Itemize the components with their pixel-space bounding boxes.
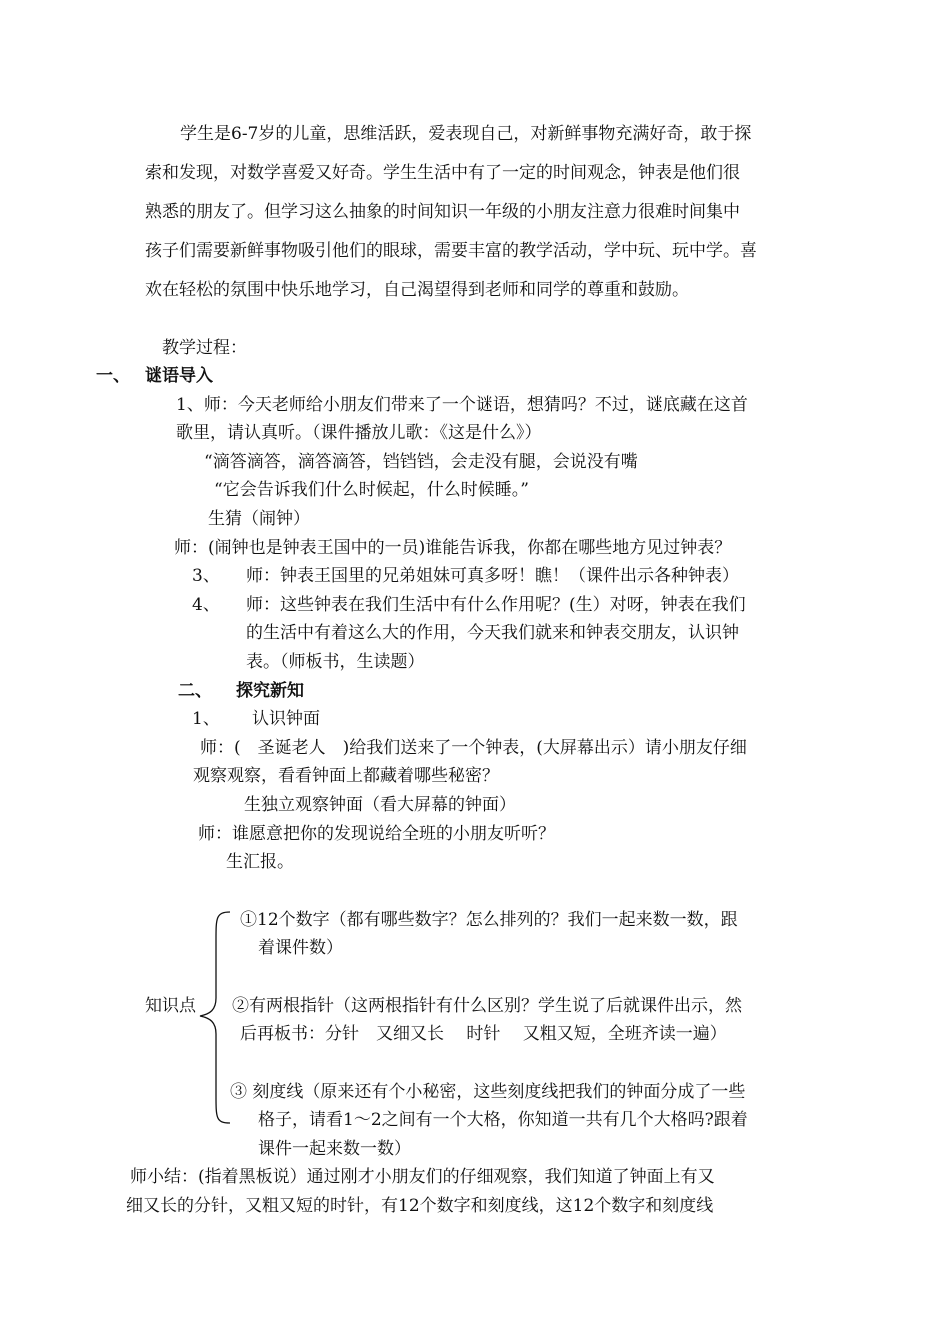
knowledge-point-3-line-2: 格子，请看1～2之间有一个大格，你知道一共有几个大格吗?跟着 — [258, 1110, 748, 1130]
knowledge-point-3-line-1: ③ 刻度线（原来还有个小秘密，这些刻度线把我们的钟面分成了一些 — [230, 1082, 746, 1102]
section1-line-2: 歌里，请认真听。（课件播放儿歌：《这是什么》） — [176, 423, 542, 443]
knowledge-label: 知识点 — [145, 996, 196, 1016]
item4-line-1: 师：这些钟表在我们生活中有什么作用呢？(生）对呀，钟表在我们 — [246, 595, 746, 615]
section1-line-6: 师：(闹钟也是钟表王国中的一员)谁能告诉我，你都在哪些地方见过钟表？ — [174, 538, 732, 558]
student-guess: 生猜（闹钟） — [208, 509, 310, 529]
section2-line-1: 师：( 圣诞老人 )给我们送来了一个钟表，(大屏幕出示）请小朋友仔细 — [200, 738, 747, 758]
summary-line-1: 师小结：(指着黑板说）通过刚才小朋友们的仔细观察，我们知道了钟面上有又 — [130, 1167, 715, 1187]
section2-line-3: 生独立观察钟面（看大屏幕的钟面） — [244, 795, 516, 815]
intro-line-1: 学生是6-7岁的儿童，思维活跃，爱表现自己，对新鲜事物充满好奇，敢于探 — [180, 124, 752, 144]
section2-line-4: 师：谁愿意把你的发现说给全班的小朋友听听？ — [198, 824, 555, 844]
subsection-number: 1、 — [192, 709, 220, 729]
intro-line-3: 熟悉的朋友了。但学习这么抽象的时间知识一年级的小朋友注意力很难时间集中 — [145, 202, 740, 222]
subsection-title: 认识钟面 — [252, 709, 320, 729]
section1-number: 一、 — [96, 366, 130, 386]
intro-line-2: 索和发现，对数学喜爱又好奇。学生生活中有了一定的时间观念，钟表是他们很 — [145, 163, 740, 183]
intro-line-4: 孩子们需要新鲜事物吸引他们的眼球，需要丰富的教学活动，学中玩、玩中学。喜 — [145, 241, 757, 261]
knowledge-point-2-line-2: 后再板书：分针 又细又长 时针 又粗又短，全班齐读一遍） — [240, 1024, 727, 1044]
knowledge-point-3-line-3: 课件一起来数一数） — [258, 1139, 411, 1159]
riddle-line-1: “滴答滴答，滴答滴答，铛铛铛，会走没有腿，会说没有嘴 — [204, 452, 638, 472]
section1-line-1: 1、师：今天老师给小朋友们带来了一个谜语，想猜吗？不过，谜底藏在这首 — [176, 395, 748, 415]
student-report: 生汇报。 — [226, 852, 294, 872]
riddle-line-2: “它会告诉我们什么时候起，什么时候睡。” — [214, 480, 529, 500]
intro-line-5: 欢在轻松的氛围中快乐地学习，自己渴望得到老师和同学的尊重和鼓励。 — [145, 280, 689, 300]
knowledge-point-1-line-2: 着课件数） — [258, 938, 343, 958]
knowledge-point-2-line-1: ②有两根指针（这两根指针有什么区别？学生说了后就课件出示，然 — [232, 996, 742, 1016]
item4-line-3: 表。（师板书，生读题） — [246, 652, 425, 672]
item3-number: 3、 — [192, 566, 220, 586]
summary-line-2: 细又长的分针，又粗又短的时针，有12个数字和刻度线，这12个数字和刻度线 — [126, 1196, 714, 1216]
section1-title: 谜语导入 — [145, 366, 213, 386]
item4-number: 4、 — [192, 595, 220, 615]
process-label: 教学过程： — [162, 338, 247, 358]
section2-title: 探究新知 — [236, 681, 304, 701]
section2-line-2: 观察观察，看看钟面上都藏着哪些秘密？ — [193, 766, 499, 786]
item4-line-2: 的生活中有着这么大的作用，今天我们就来和钟表交朋友，认识钟 — [246, 623, 739, 643]
knowledge-point-1-line-1: ①12个数字（都有哪些数字？怎么排列的？我们一起来数一数，跟 — [240, 910, 738, 930]
item3-text: 师：钟表王国里的兄弟姐妹可真多呀！瞧！（课件出示各种钟表） — [246, 566, 739, 586]
section2-number: 二、 — [178, 681, 212, 701]
